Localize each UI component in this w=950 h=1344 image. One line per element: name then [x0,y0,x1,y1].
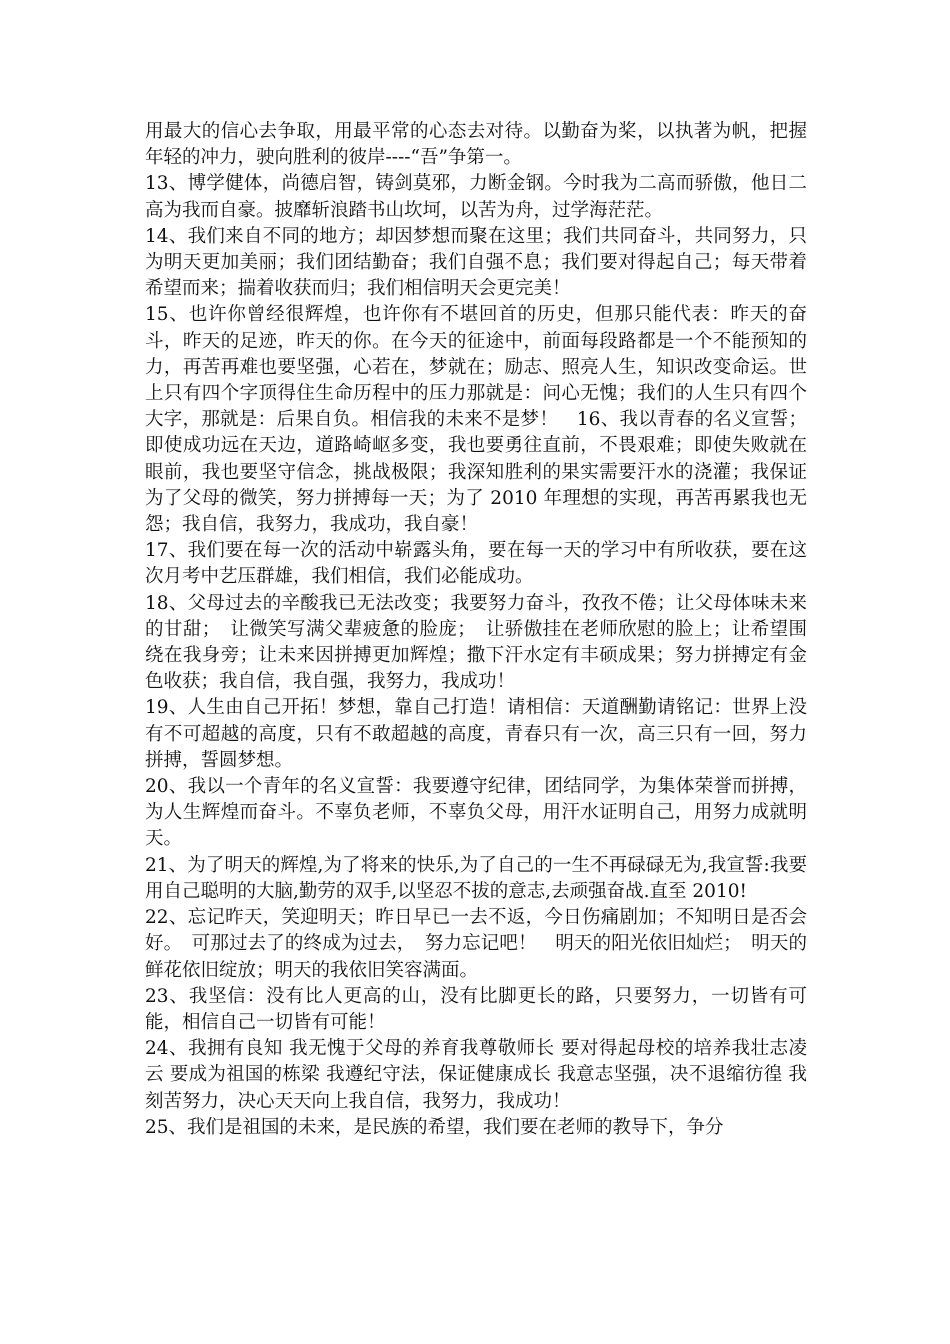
paragraph-6: 18、父母过去的辛酸我已无法改变；我要努力奋斗，孜孜不倦；让父母体味未来的甘甜； 让微笑写满父辈疲惫的脸庞； 让骄傲挂在老师欣慰的脸上；让希望围绕在我身旁；让未来因拼搏更加辉煌；撒下汗水定有丰硕成果；努力拼搏定有金色收获；我自信，我自强，我努力，我成功！ [145,592,807,693]
paragraph-2: 13、博学健体，尚德启智，铸剑莫邪，力断金钢。今时我为二高而骄傲，他日二高为我而自豪。披靡斩浪踏书山坎坷，以苦为舟，过学海茫茫。 [145,173,807,221]
paragraph-11: 23、我坚信：没有比人更高的山，没有比脚更长的路，只要努力，一切皆有可能，相信自己一切皆有可能！ [145,985,807,1033]
paragraph-12: 24、我拥有良知 我无愧于父母的养育我尊敬师长 要对得起母校的培养我壮志凌云 要成为祖国的栋梁 我遵纪守法，保证健康成长 我意志坚强，决不退缩彷徨 我刻苦努力，决心天天向上我自信，我努力，我成功！ [145,1038,807,1112]
paragraph-13: 25、我们是祖国的未来，是民族的希望，我们要在老师的教导下，争分 [145,1116,724,1138]
paragraph-10: 22、忘记昨天，笑迎明天；昨日早已一去不返，今日伤痛剧加；不知明日是否会好。 可那过去了的终成为过去， 努力忘记吧！ 明天的阳光依旧灿烂； 明天的鲜花依旧绽放；明天的我依旧笑容满面。 [145,907,807,981]
paragraph-3: 14、我们来自不同的地方；却因梦想而聚在这里；我们共同奋斗，共同努力，只为明天更加美丽；我们团结勤奋；我们自强不息；我们要对得起自己；每天带着希望而来；揣着收获而归；我们相信明天会更完美！ [145,225,807,300]
paragraph-9: 21、为了明天的辉煌,为了将来的快乐,为了自己的一生不再碌碌无为,我宣誓:我要用自己聪明的大脑,勤劳的双手,以坚忍不拔的意志,去顽强奋战.直至 2010! [145,854,807,902]
paragraph-1: 用最大的信心去争取，用最平常的心态去对待。以勤奋为桨，以执著为帆，把握年轻的冲力，驶向胜利的彼岸----“吾”争第一。 [145,121,807,169]
document-body [145,119,807,1141]
paragraph-5: 17、我们要在每一次的活动中崭露头角，要在每一天的学习中有所收获，要在这次月考中艺压群雄，我们相信，我们必能成功。 [145,540,807,588]
paragraph-4: 15、也许你曾经很辉煌，也许你有不堪回首的历史，但那只能代表：昨天的奋斗，昨天的足迹，昨天的你。在今天的征途中，前面每段路都是一个不能预知的力，再苦再难也要坚强，心若在，梦就在；励志、照亮人生，知识改变命运。世上只有四个字顶得住生命历程中的压力那就是：问心无愧；我们的人生只有四个大字，那就是：后果自负。相信我的未来不是梦！ 16、我以青春的名义宣誓；即使成功远在天边，道路崎岖多变，我也要勇往直前，不畏艰难；即使失败就在眼前，我也要坚守信念，挑战极限；我深知胜利的果实需要汗水的浇灌；我保证 为了父母的微笑，努力拼搏每一天；为了 2010 年理想的实现，再苦再累我也无怨；我自信，我努力，我成功，我自豪！ [145,304,807,536]
paragraph-7: 19、人生由自己开拓！梦想，靠自己打造！请相信：天道酬勤请铭记：世界上没有不可超越的高度，只有不敢超越的高度，青春只有一次，高三只有一回，努力拼搏，誓圆梦想。 [145,697,807,771]
paragraph-8: 20、我以一个青年的名义宣誓：我要遵守纪律，团结同学，为集体荣誉而拼搏，为人生辉煌而奋斗。不辜负老师，不辜负父母，用汗水证明自己，用努力成就明天。 [145,776,807,850]
